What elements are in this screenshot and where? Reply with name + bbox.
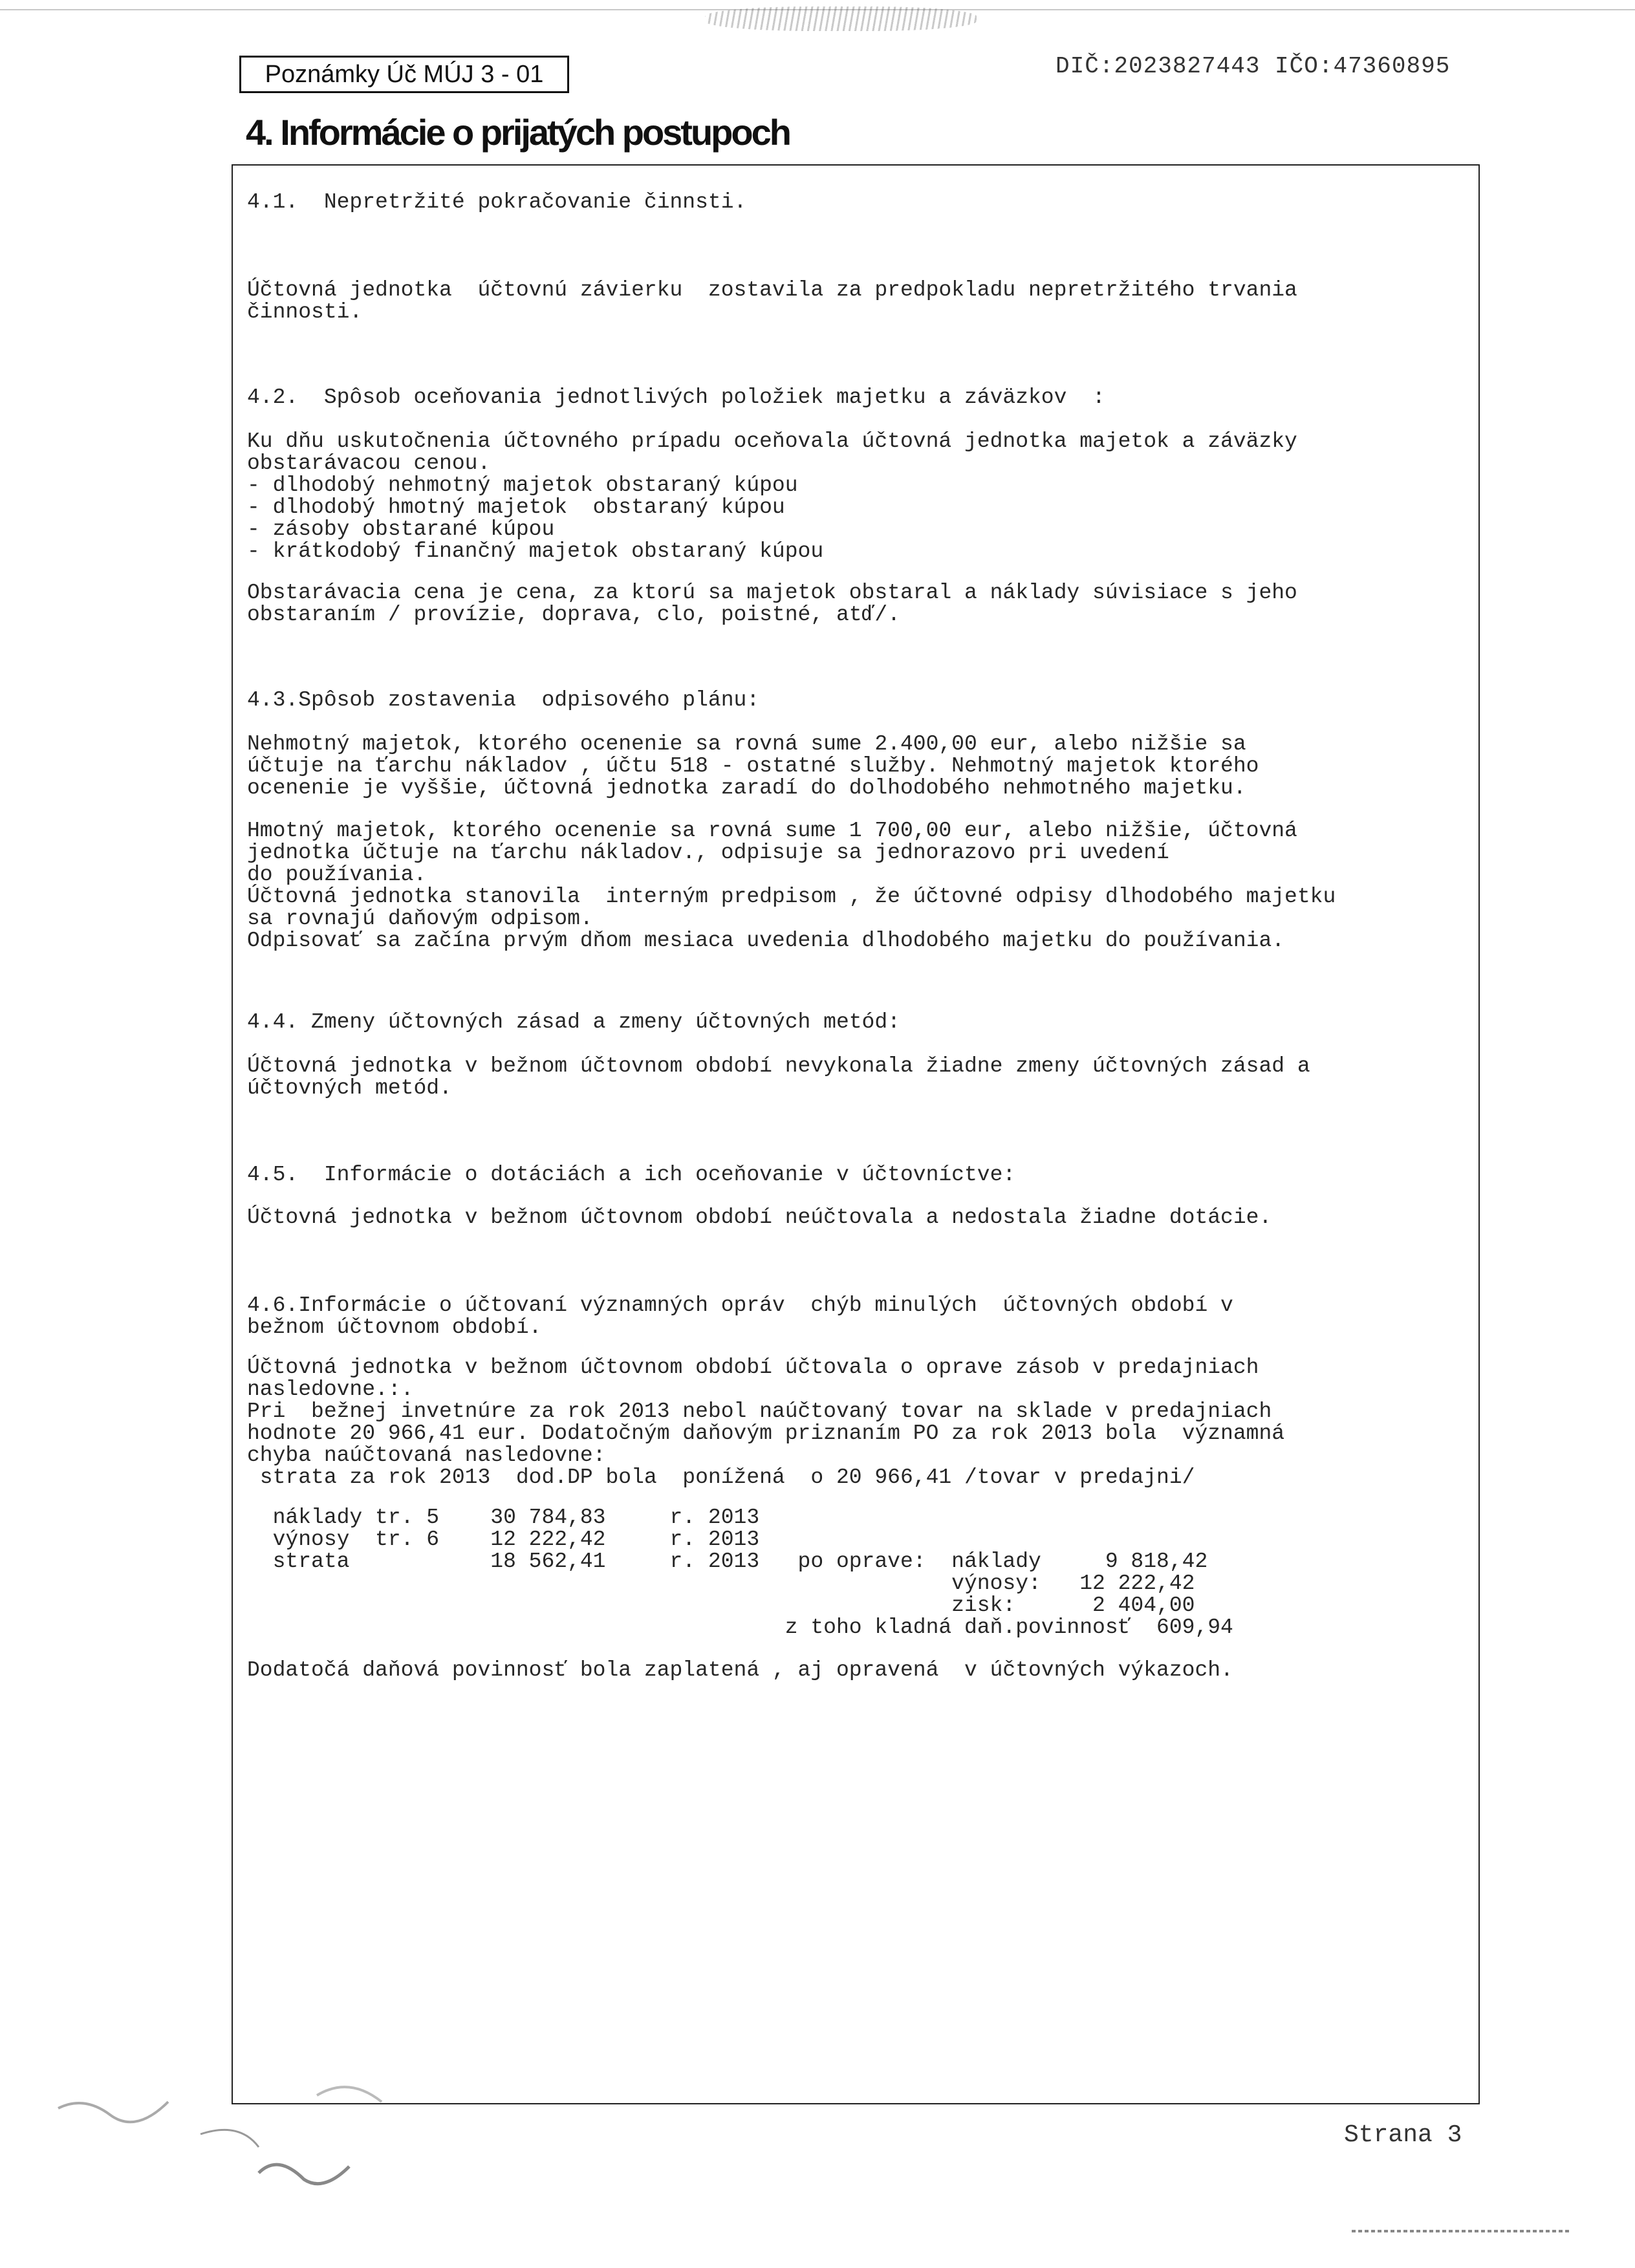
section-4-2-text-2: Obstarávacia cena je cena, za ktorú sa majetok obstaral a náklady súvisiace s jeho obstaraním / provízie, doprava, clo, poistné, atď/. bbox=[247, 581, 1297, 627]
section-4-5-text: Účtovná jednotka v bežnom účtovnom období neúčtovala a nedostala žiadne dotácie. bbox=[247, 1205, 1272, 1229]
section-4-2-heading: 4.2. Spôsob oceňovania jednotlivých položiek majetku a záväzkov : bbox=[247, 385, 1105, 409]
scan-smudge bbox=[705, 6, 977, 31]
printer-imprint bbox=[1352, 2230, 1572, 2232]
section-4-3-text: Nehmotný majetok, ktorého ocenenie sa rovná sume 2.400,00 eur, alebo nižšie sa účtuje na ťarchu nákladov , účtu 518 - ostatné služby. Nehmotný majetok ktorého ocenenie je vyššie, účtovná jednotka zaradí do dolhodobého nehmotného majetku. bbox=[247, 732, 1259, 800]
correction-table: náklady tr. 5 30 784,83 r. 2013 výnosy tr. 6 12 222,42 r. 2013 strata 18 562,41 r. 2013 po oprave: náklady 9 818,42 výnosy: 12 222,42 zisk: 2 404,00 z toho kladná daň.povinnosť 609,94 bbox=[272, 1506, 1233, 1639]
section-4-3-text-2: Hmotný majetok, ktorého ocenenie sa rovná sume 1 700,00 eur, alebo nižšie, účtovná jednotka účtuje na ťarchu nákladov., odpisuje sa jednorazovo pri uvedení do používania. Účtovná jednotka stanovila interným predpisom , že účtovné odpisy dlhodobého majetku sa rovnajú daňovým odpisom. Odpisovať sa začína prvým dňom mesiaca uvedenia dlhodobého majetku do používania. bbox=[247, 819, 1336, 953]
section-4-4-text: Účtovná jednotka v bežnom účtovnom období nevykonala žiadne zmeny účtovných zásad a účtovných metód. bbox=[247, 1054, 1310, 1100]
section-4-4-heading: 4.4. Zmeny účtovných zásad a zmeny účtovných metód: bbox=[247, 1010, 900, 1034]
page-number: Strana 3 bbox=[1344, 2121, 1462, 2149]
section-4-6-text: Účtovná jednotka v bežnom účtovnom období účtovala o oprave zásob v predajniach nasledovne.:. Pri bežnej invetnúre za rok 2013 nebol naúčtovaný tovar na sklade v predajniach hodnote 20 966,41 eur. Dodatočným daňovým priznaním PO za rok 2013 bola významná chyba naúčtovaná nasledovne: strata za rok 2013 dod.DP bola ponížená o 20 966,41 /tovar v predajni/ bbox=[247, 1355, 1285, 1489]
section-4-1-text: Účtovná jednotka účtovnú závierku zostavila za predpokladu nepretržitého trvania činnosti. bbox=[247, 278, 1297, 324]
section-4-2-text: Ku dňu uskutočnenia účtovného prípadu oceňovala účtovná jednotka majetok a záväzky obstarávacou cenou. - dlhodobý nehmotný majetok obstaraný kúpou - dlhodobý hmotný majetok obstaraný kúpou - zásoby obstarané kúpou - krátkodobý finančný majetok obstaraný kúpou bbox=[247, 429, 1297, 563]
section-4-5-heading: 4.5. Informácie o dotáciách a ich oceňovanie v účtovníctve: bbox=[247, 1163, 1016, 1187]
section-4-6-heading: 4.6.Informácie o účtovaní významných opráv chýb minulých účtovných období v bežnom účtovnom období. bbox=[247, 1293, 1233, 1339]
section-4-1-heading: 4.1. Nepretržité pokračovanie činnsti. bbox=[247, 190, 747, 214]
page-title: 4. Informácie o prijatých postupoch bbox=[246, 112, 790, 153]
scan-scribble bbox=[45, 2057, 407, 2225]
form-label: Poznámky Úč MÚJ 3 - 01 bbox=[239, 56, 569, 93]
tax-ids: DIČ:2023827443 IČO:47360895 bbox=[1056, 53, 1451, 80]
section-4-3-heading: 4.3.Spôsob zostavenia odpisového plánu: bbox=[247, 688, 760, 712]
closing-text: Dodatočá daňová povinnosť bola zaplatená , aj opravená v účtovných výkazoch. bbox=[247, 1658, 1233, 1682]
